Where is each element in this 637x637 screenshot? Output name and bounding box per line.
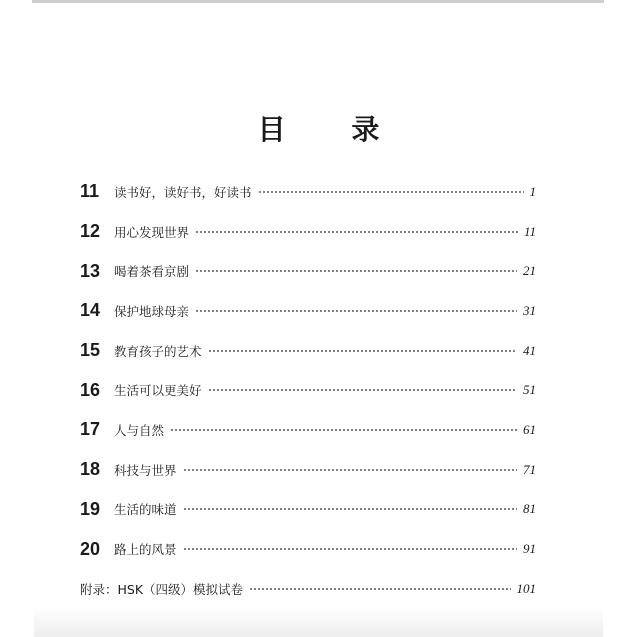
toc-entry-number: 17	[80, 419, 101, 440]
toc-entry-number: 18	[80, 459, 101, 480]
toc-entry-title: 生活可以更美好	[114, 383, 202, 399]
page-title: 目 录	[257, 113, 408, 146]
toc-entry[interactable]	[80, 490, 536, 530]
dot-leader	[195, 310, 517, 312]
dot-leader	[208, 389, 517, 391]
dot-leader	[195, 270, 517, 272]
toc-entry-number: 20	[80, 538, 101, 559]
toc-entry-title: 读书好，读好书，好读书	[114, 184, 252, 200]
toc-entry-title: 喝着茶看京剧	[114, 264, 190, 280]
toc-entry-title: 生活的味道	[114, 502, 177, 518]
dot-leader	[258, 191, 524, 193]
toc-entry-title: 用心发现世界	[114, 224, 190, 240]
dot-leader	[170, 429, 517, 431]
dot-leader	[249, 588, 510, 590]
toc-entry-page: 51	[523, 382, 536, 398]
table-of-contents	[80, 172, 536, 609]
toc-entry-page: 21	[523, 263, 536, 279]
toc-entry-page: 91	[523, 541, 536, 557]
dot-leader	[183, 508, 517, 510]
toc-entry-title: 教育孩子的艺术	[114, 343, 202, 359]
toc-entry-number: 19	[80, 498, 101, 519]
toc-entry-number: 16	[80, 379, 101, 400]
toc-entry[interactable]	[80, 370, 536, 410]
toc-entry[interactable]	[80, 450, 536, 490]
toc-entry-title: 路上的风景	[114, 542, 177, 558]
toc-entry-number: 13	[80, 260, 101, 281]
toc-entry-number: 11	[80, 181, 100, 202]
toc-entry-title: 科技与世界	[114, 462, 177, 478]
toc-entry-title: 人与自然	[114, 422, 165, 438]
toc-entry-page: 71	[523, 461, 536, 477]
page-bottom-shadow	[34, 607, 603, 637]
toc-entry-number: 14	[80, 300, 101, 321]
toc-entry-page: 11	[523, 223, 536, 239]
toc-entry[interactable]	[80, 331, 536, 371]
toc-entry[interactable]	[80, 212, 536, 252]
dot-leader	[183, 469, 517, 471]
toc-entry[interactable]	[80, 529, 536, 569]
toc-entry[interactable]	[80, 410, 536, 450]
dot-leader	[195, 231, 518, 233]
toc-appendix-entry[interactable]	[80, 569, 536, 609]
dot-leader	[183, 548, 517, 550]
page-top-edge	[32, 0, 604, 3]
toc-appendix-title: 附录：HSK（四级）模拟试卷	[80, 581, 244, 597]
dot-leader	[208, 350, 517, 352]
toc-appendix-page: 101	[516, 580, 536, 596]
toc-entry-page: 1	[529, 183, 536, 199]
toc-entry[interactable]	[80, 251, 536, 291]
toc-entry[interactable]	[80, 291, 536, 331]
toc-entry-number: 15	[80, 340, 101, 361]
toc-entry-number: 12	[80, 221, 101, 242]
toc-entry-page: 41	[523, 342, 536, 358]
toc-entry-page: 81	[523, 501, 536, 517]
toc-entry-title: 保护地球母亲	[114, 303, 190, 319]
toc-entry[interactable]	[80, 172, 536, 212]
toc-entry-page: 61	[523, 421, 536, 437]
toc-entry-page: 31	[523, 302, 536, 318]
